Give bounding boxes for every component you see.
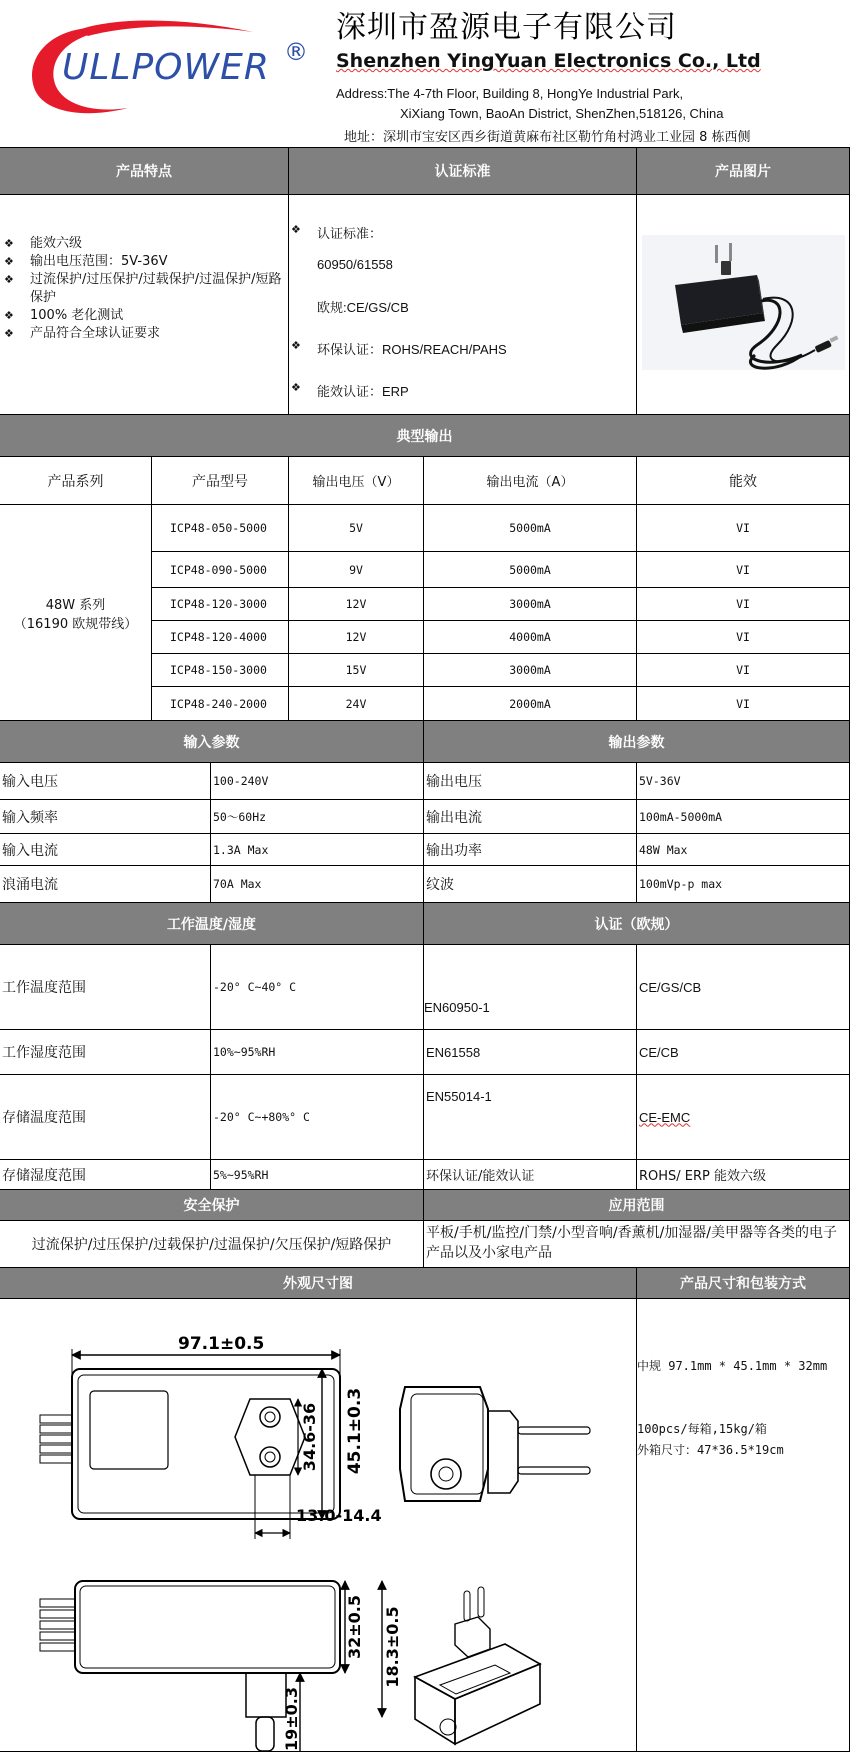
table-row-voltage: 24V [289,687,424,721]
table-row-eff: VI [637,621,850,654]
col-model: 产品型号 [152,457,289,505]
table-row-current: 2000mA [424,687,637,721]
adapter-photo-icon [637,195,850,415]
col-current: 输出电流（A） [424,457,637,505]
cert-standard-label: ❖ 认证标准： [317,223,382,242]
features-list [0,235,285,343]
application-header: 应用范围 [424,1190,850,1221]
table-row-model: ICP48-050-5000 [152,505,289,552]
logo-text: ULLPOWER [62,47,270,88]
env-label: 工作温度范围 [0,945,211,1030]
dim-height-label: 45.1±0.3 [345,1387,365,1475]
address-cn: 地址：深圳市宝安区西乡街道黄麻布社区勒竹角村鸿业工业园 8 栋西侧 [344,130,751,145]
list-item: ❖ 能效六级 [0,235,285,253]
table-row-voltage: 15V [289,654,424,687]
env-value: -20° C~+80%° C [211,1075,424,1160]
table-row-model: ICP48-240-2000 [152,687,289,721]
company-name-en: Shenzhen YingYuan Electronics Co., Ltd [336,50,761,72]
input-params-header: 输入参数 [0,721,424,763]
cert-energy: ❖ 能效认证：ERP [317,381,409,400]
features-header: 产品特点 [0,148,289,195]
env-label: 存储湿度范围 [0,1160,211,1190]
safety-text: 过流保护/过压保护/过载保护/过温保护/欠压保护/短路保护 [0,1221,424,1268]
packaging-cell [637,1299,850,1752]
param-value: 50～60Hz [211,800,424,834]
param-value: 5V-36V [637,763,850,800]
table-row-model: ICP48-090-5000 [152,552,289,588]
param-value: 48W Max [637,834,850,866]
safety-header: 安全保护 [0,1190,424,1221]
cert-standard-value: 60950/61558 [317,257,393,272]
env-label: 存储温度范围 [0,1075,211,1160]
table-row-current: 5000mA [424,552,637,588]
col-series: 产品系列 [0,457,152,505]
env-value: 5%~95%RH [211,1160,424,1190]
param-label: 输出功率 [424,834,637,866]
table-row-current: 3000mA [424,588,637,621]
cert-standard: EN61558 [424,1030,637,1075]
photo-header: 产品图片 [637,148,850,195]
param-label: 浪涌电流 [0,866,211,903]
cert-standard: 环保认证/能效认证 [424,1160,637,1190]
registered-mark-icon: ® [284,38,308,66]
col-efficiency: 能效 [637,457,850,505]
list-item: ❖ 输出电压范围：5V-36V [0,253,285,271]
cert-cell [289,195,637,415]
env-label: 工作湿度范围 [0,1030,211,1075]
table-row-voltage: 9V [289,552,424,588]
dim-depth-label: 32±0.5 [345,1594,364,1660]
col-voltage: 输出电压（V） [289,457,424,505]
cert-standard: EN55014-1 [424,1075,637,1160]
env-value: -20° C~40° C [211,945,424,1030]
cert-env: ❖ 环保认证：ROHS/REACH/PAHS [317,339,507,358]
cert-mark: ROHS/ ERP 能效六级 [637,1160,850,1190]
cert-mark [637,1075,850,1160]
company-logo [18,10,318,130]
dim-depth2-label: 18.3±0.5 [383,1606,402,1688]
env-header: 工作温度/湿度 [0,903,424,945]
series-name: 48W 系列 [45,597,106,613]
table-row-eff: VI [637,505,850,552]
table-row-voltage: 12V [289,588,424,621]
carton-size-text: 外箱尺寸：47*36.5*19cm [637,1443,784,1457]
address-en-line2: XiXiang Town, BaoAn District, ShenZhen,518126, China [400,106,724,121]
cert-standard: EN60950-1 [424,945,637,1030]
table-row-current: 3000mA [424,654,637,687]
list-item: ❖ 100% 老化测试 [0,307,285,325]
dimension-drawing-cell [0,1299,637,1752]
dim-width-label: 97.1±0.5 [178,1334,265,1354]
address-en-line1: Address:The 4-7th Floor, Building 8, HongYe Industrial Park, [336,86,684,101]
param-value: 1.3A Max [211,834,424,866]
product-size-text: 中规 97.1mm * 45.1mm * 32mm [637,1359,828,1373]
param-label: 纹波 [424,866,637,903]
param-label: 输出电压 [424,763,637,800]
table-row-current: 4000mA [424,621,637,654]
dim-pin-base-label: 13.0-14.4 [296,1506,382,1525]
table-row-voltage: 5V [289,505,424,552]
company-name-cn: 深圳市盈源电子有限公司 [336,10,677,45]
series-note: （16190 欧规带线） [13,616,138,632]
cert-header: 认证标准 [289,148,637,195]
param-value: 70A Max [211,866,424,903]
dim-pin-label: 34.6-36 [300,1402,319,1472]
table-row-current: 5000mA [424,505,637,552]
param-label: 输入电流 [0,834,211,866]
typical-output-header: 典型输出 [0,415,850,457]
dimension-drawing-icon [0,1299,637,1752]
letterhead [0,0,850,148]
dim-pin-length-label: 19±0.3 [282,1686,301,1752]
param-label: 输入电压 [0,763,211,800]
param-value: 100mA-5000mA [637,800,850,834]
dimension-drawing-header: 外观尺寸图 [0,1268,637,1299]
list-item: ❖ 过流保护/过压保护/过载保护/过温保护/短路保护 [0,271,285,307]
param-label: 输入频率 [0,800,211,834]
cert-mark: CE/CB [637,1030,850,1075]
table-row-eff: VI [637,552,850,588]
table-row-model: ICP48-120-3000 [152,588,289,621]
cert-eu: 欧规:CE/GS/CB [317,300,409,315]
env-value: 10%~95%RH [211,1030,424,1075]
product-photo-cell [637,195,850,415]
table-row-eff: VI [637,687,850,721]
table-row-model: ICP48-120-4000 [152,621,289,654]
cert-mark: CE/GS/CB [637,945,850,1030]
cert-mark-text: CE-EMC [639,1109,691,1125]
table-row-model: ICP48-150-3000 [152,654,289,687]
param-value: 100-240V [211,763,424,800]
param-value: 100mVp-p max [637,866,850,903]
table-row-voltage: 12V [289,621,424,654]
list-item: ❖ 产品符合全球认证要求 [0,325,285,343]
packing-quantity-text: 100pcs/每箱,15kg/箱 [637,1422,767,1436]
packaging-header: 产品尺寸和包装方式 [637,1268,850,1299]
cert-eu-header: 认证（欧规） [424,903,850,945]
table-row-eff: VI [637,654,850,687]
output-params-header: 输出参数 [424,721,850,763]
application-text: 平板/手机/监控/门禁/小型音响/香薰机/加湿器/美甲器等各类的电子产品以及小家电产品 [424,1221,850,1268]
series-cell [0,505,152,721]
features-cell [0,195,289,415]
table-row-eff: VI [637,588,850,621]
param-label: 输出电流 [424,800,637,834]
